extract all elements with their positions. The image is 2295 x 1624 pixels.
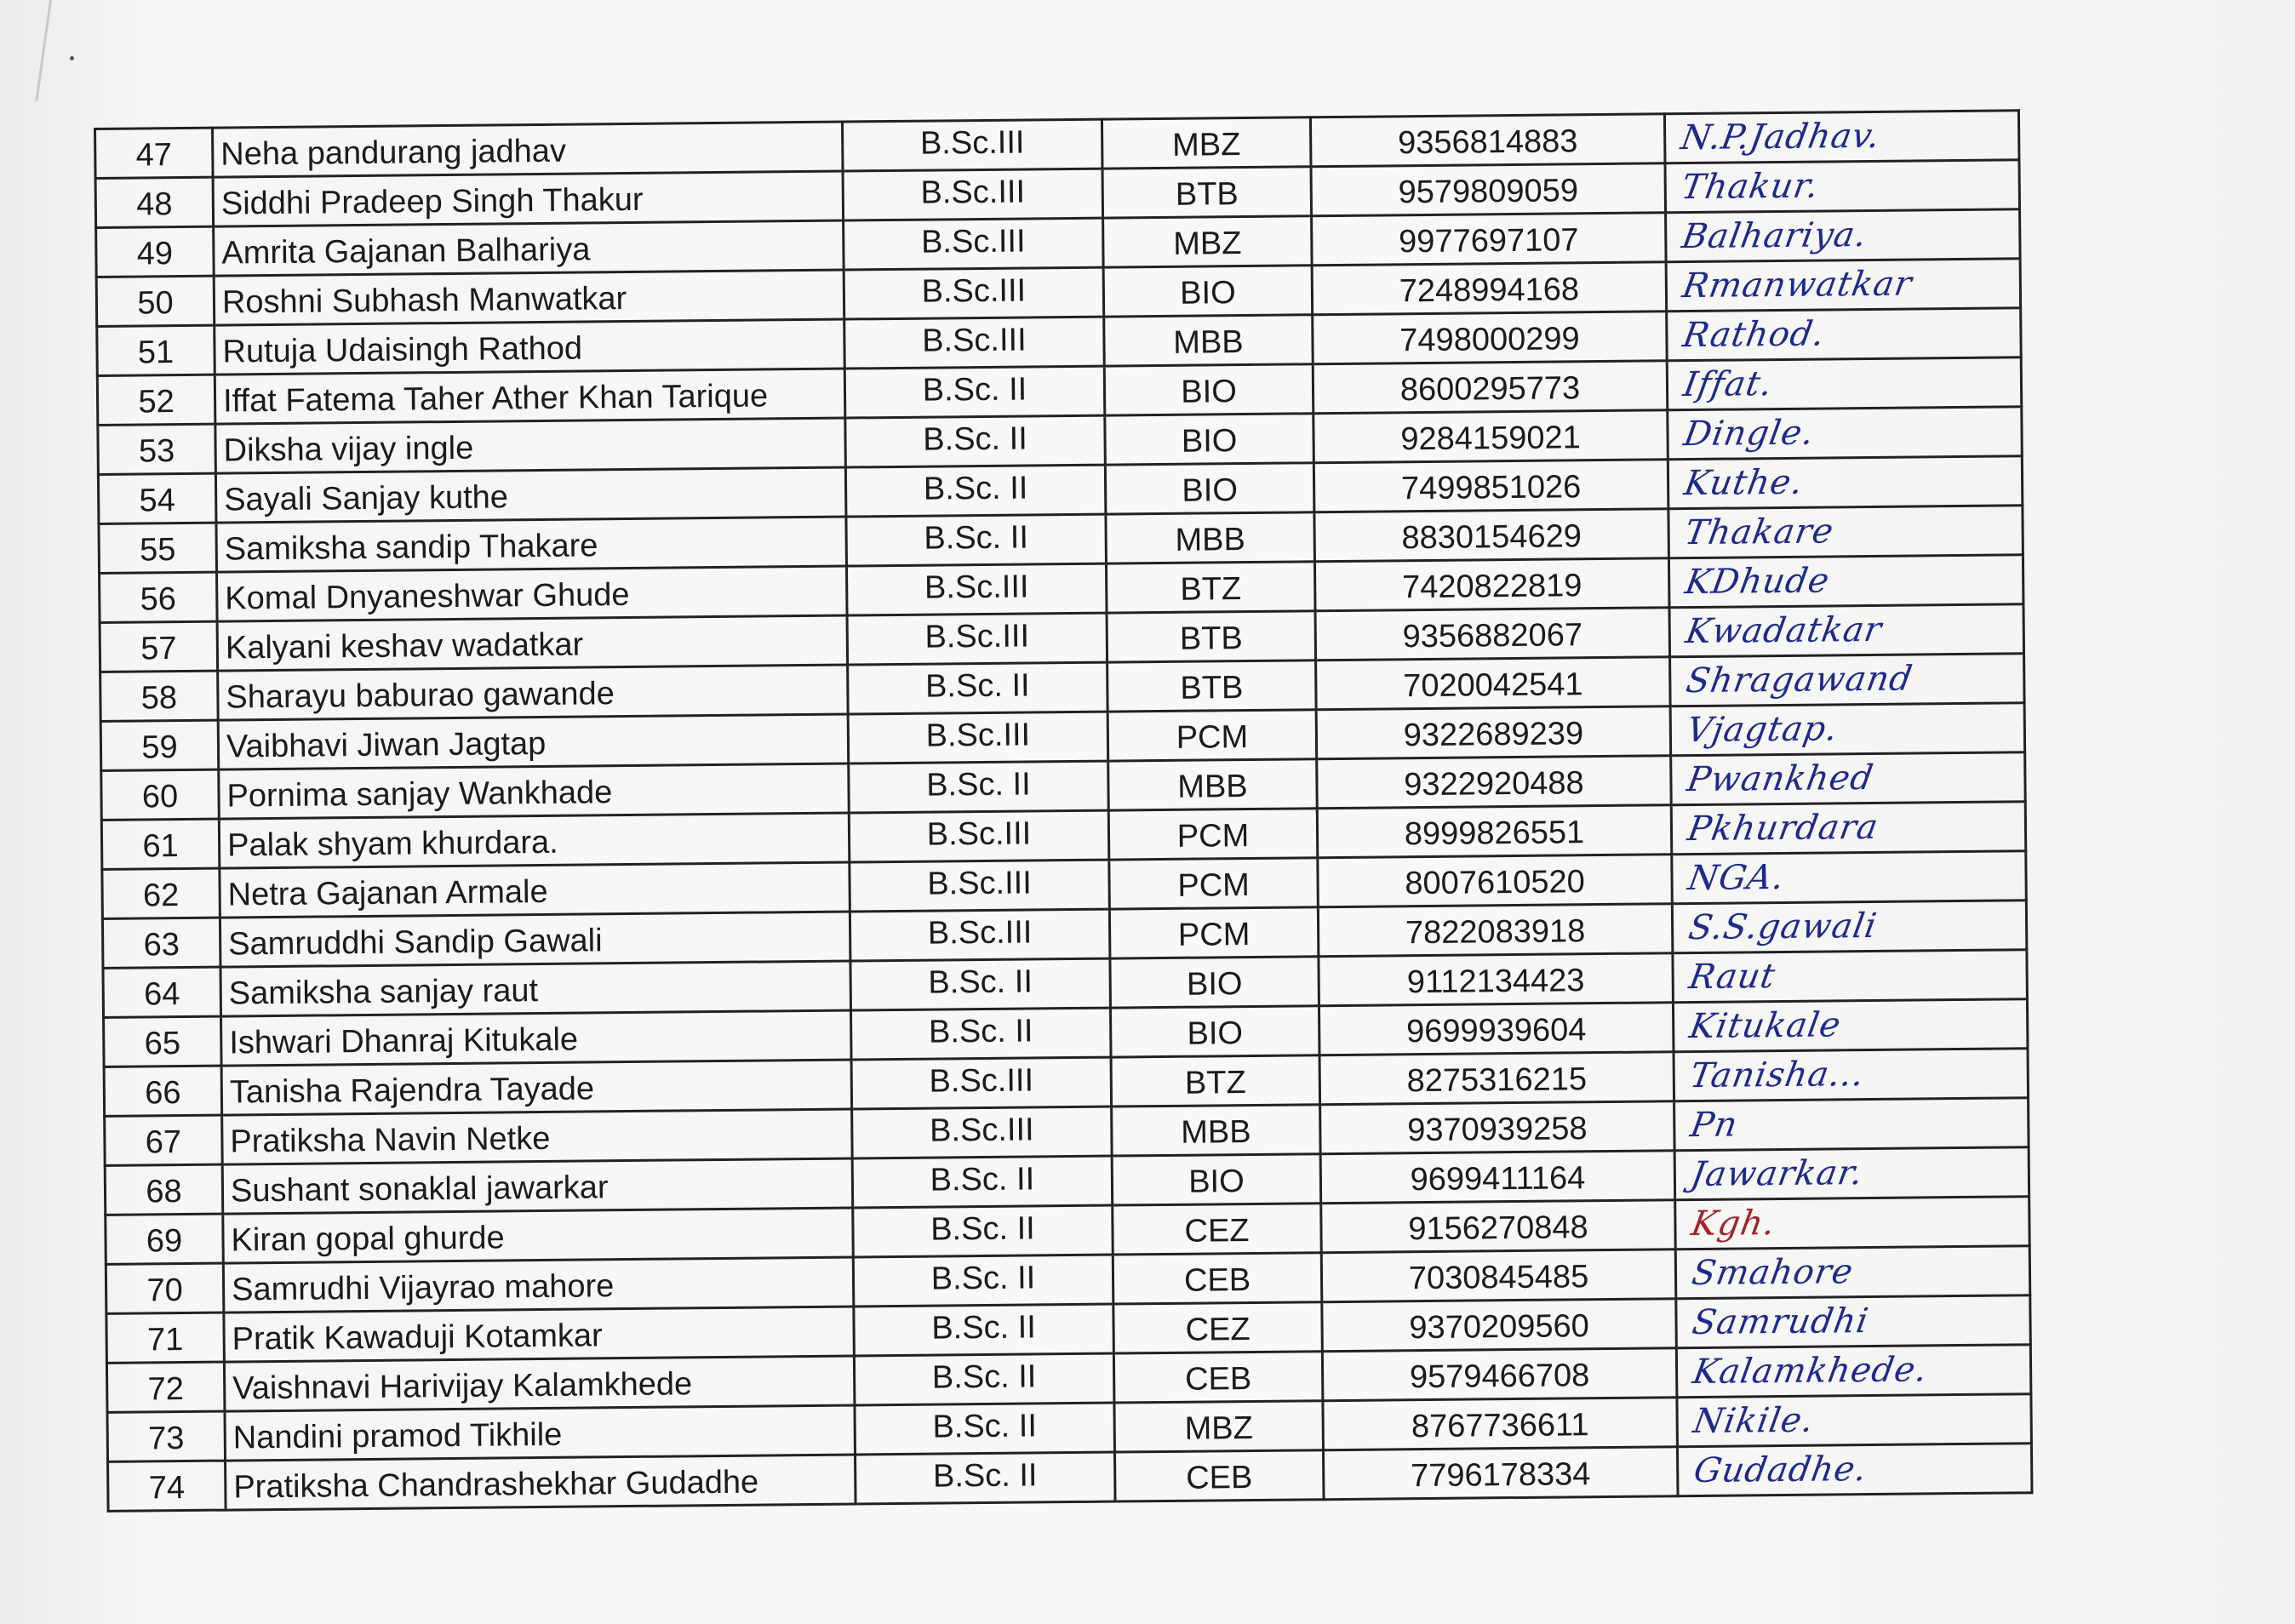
subject-combination: MBB: [1104, 315, 1313, 366]
ink-dot: [70, 56, 74, 60]
serial-number: 48: [95, 177, 214, 227]
class-name: B.Sc. II: [853, 1255, 1113, 1307]
mobile-number: 9370939258: [1320, 1101, 1675, 1154]
serial-number: 59: [100, 720, 219, 770]
handwritten-signature: Tanisha...: [1686, 1055, 1868, 1096]
signature-cell: [1672, 901, 2027, 953]
signature-cell: [1665, 160, 2020, 213]
student-name: Vaibhavi Jiwan Jagtap: [218, 714, 849, 769]
class-name: B.Sc. II: [854, 1304, 1114, 1356]
student-name: Iffat Fatema Taher Ather Khan Tarique: [215, 369, 845, 424]
handwritten-signature: Pkhurdara: [1685, 807, 1882, 849]
mobile-number: 9699939604: [1319, 1003, 1674, 1055]
mobile-number: 9356814883: [1310, 114, 1665, 167]
mobile-number: 7822083918: [1318, 904, 1673, 957]
serial-number: 58: [100, 671, 219, 721]
serial-number: 57: [100, 621, 218, 672]
subject-combination: BTZ: [1106, 562, 1315, 613]
serial-number: 56: [100, 572, 218, 622]
serial-number: 69: [106, 1214, 224, 1264]
handwritten-signature: KDhude: [1682, 561, 1833, 603]
subject-combination: PCM: [1107, 710, 1317, 761]
class-name: B.Sc. II: [856, 1452, 1116, 1504]
mobile-number: 8275316215: [1319, 1052, 1674, 1105]
student-name: Pratiksha Chandrashekhar Gudadhe: [226, 1455, 856, 1510]
student-name: Palak shyam khurdara.: [219, 813, 850, 868]
signature-cell: [1676, 1295, 2031, 1348]
serial-number: 65: [104, 1016, 222, 1066]
serial-number: 71: [106, 1312, 225, 1363]
signature-cell: [1671, 802, 2026, 855]
mobile-number: 7030845485: [1321, 1249, 1676, 1302]
table-body: [95, 111, 2032, 1512]
student-name: Samiksha sandip Thakare: [216, 517, 847, 572]
class-name: B.Sc. II: [848, 662, 1108, 714]
handwritten-signature: Rathod.: [1680, 314, 1829, 356]
subject-combination: BIO: [1110, 1006, 1319, 1057]
handwritten-signature: Vjagtap.: [1684, 709, 1841, 751]
class-name: B.Sc. II: [853, 1205, 1113, 1257]
student-name: Sayali Sanjay kuthe: [215, 467, 846, 523]
class-name: B.Sc. II: [850, 1008, 1111, 1060]
signature-cell: [1676, 1345, 2031, 1398]
mobile-number: 9579809059: [1311, 163, 1666, 216]
signature-cell: [1670, 654, 2025, 706]
class-name: B.Sc.III: [851, 1057, 1112, 1109]
handwritten-signature: Balhariya.: [1679, 214, 1870, 257]
serial-number: 74: [108, 1461, 226, 1511]
subject-combination: MBB: [1112, 1105, 1321, 1156]
mobile-number: 9977697107: [1312, 213, 1667, 266]
student-name: Rutuja Udaisingh Rathod: [215, 319, 845, 375]
subject-combination: BIO: [1103, 266, 1313, 317]
class-name: B.Sc. II: [854, 1353, 1114, 1405]
mobile-number: 8999826551: [1317, 805, 1672, 858]
handwritten-signature: N.P.Jadhav.: [1678, 116, 1884, 158]
student-name: Samruddhi Sandip Gawali: [220, 912, 850, 967]
signature-cell: [1674, 1049, 2029, 1101]
mobile-number: 8830154629: [1314, 509, 1669, 562]
subject-combination: BTB: [1102, 167, 1312, 218]
subject-combination: BIO: [1112, 1154, 1321, 1205]
student-name: Tanisha Rajendra Tayade: [221, 1060, 852, 1115]
class-name: B.Sc.III: [842, 119, 1102, 171]
handwritten-signature: Thakare: [1681, 512, 1837, 553]
student-name: Kiran gopal ghurde: [223, 1208, 854, 1263]
signature-cell: [1668, 506, 2023, 558]
signature-cell: [1666, 209, 2021, 262]
signature-cell: [1677, 1394, 2032, 1447]
serial-number: 54: [98, 473, 216, 523]
handwritten-signature: S.S.gawali: [1685, 906, 1880, 948]
class-name: B.Sc.III: [843, 169, 1103, 220]
student-name: Diksha vijay ingle: [215, 418, 846, 473]
class-name: B.Sc.III: [850, 909, 1110, 961]
class-name: B.Sc. II: [855, 1403, 1115, 1455]
class-name: B.Sc. II: [852, 1156, 1113, 1208]
student-name: Sharayu baburao gawande: [218, 665, 849, 720]
signature-cell: [1667, 308, 2022, 361]
student-name: Sushant sonaklal jawarkar: [222, 1158, 853, 1214]
class-name: B.Sc.III: [846, 563, 1107, 615]
student-name: Siddhi Pradeep Singh Thakur: [213, 171, 844, 226]
handwritten-signature: Kuthe.: [1681, 462, 1806, 504]
mobile-number: 9322920488: [1317, 756, 1672, 809]
handwritten-signature: Kitukale: [1686, 1005, 1845, 1047]
class-name: B.Sc. II: [849, 761, 1109, 813]
subject-combination: MBB: [1106, 512, 1315, 563]
class-name: B.Sc.III: [852, 1106, 1113, 1158]
subject-combination: BTB: [1107, 611, 1316, 662]
signature-cell: [1674, 1147, 2029, 1200]
serial-number: 62: [102, 868, 220, 918]
student-name: Komal Dnyaneshwar Ghude: [217, 566, 848, 621]
subject-combination: MBZ: [1103, 216, 1313, 267]
serial-number: 52: [97, 375, 215, 425]
mobile-number: 9322689239: [1316, 706, 1671, 759]
class-name: B.Sc.III: [844, 218, 1104, 270]
serial-number: 50: [96, 276, 215, 326]
mobile-number: 9156270848: [1321, 1200, 1676, 1253]
signature-cell: [1668, 456, 2023, 509]
serial-number: 72: [106, 1362, 225, 1412]
student-list-table: [94, 109, 2034, 1512]
class-name: B.Sc.III: [850, 860, 1110, 912]
signature-cell: [1673, 999, 2028, 1052]
signature-cell: [1674, 1098, 2029, 1151]
handwritten-signature: Raut: [1685, 957, 1779, 998]
mobile-number: 7020042541: [1316, 657, 1671, 710]
serial-number: 64: [103, 967, 221, 1017]
signature-cell: [1669, 604, 2024, 657]
signature-cell: [1675, 1197, 2030, 1249]
subject-combination: MBB: [1108, 759, 1318, 810]
mobile-number: 8600295773: [1313, 361, 1668, 414]
subject-combination: BTZ: [1111, 1055, 1320, 1106]
handwritten-signature: Pwankhed: [1684, 758, 1877, 800]
class-name: B.Sc.III: [844, 267, 1104, 319]
class-name: B.Sc.III: [844, 317, 1105, 369]
serial-number: 68: [105, 1164, 223, 1215]
mobile-number: 7498000299: [1313, 312, 1668, 364]
handwritten-signature: Iffat.: [1680, 364, 1776, 405]
serial-number: 55: [99, 523, 217, 573]
subject-combination: BTB: [1107, 660, 1317, 712]
subject-combination: CEB: [1113, 1352, 1323, 1403]
class-name: B.Sc.III: [847, 613, 1107, 665]
subject-combination: PCM: [1109, 858, 1319, 909]
class-name: B.Sc. II: [845, 415, 1106, 467]
signature-cell: [1677, 1444, 2032, 1496]
handwritten-signature: NGA.: [1685, 857, 1788, 899]
student-name: Kalyani keshav wadatkar: [217, 615, 848, 671]
mobile-number: 7796178334: [1323, 1447, 1678, 1500]
serial-number: 66: [104, 1066, 222, 1116]
student-name: Vaishnavi Harivijay Kalamkhede: [224, 1356, 855, 1411]
mobile-number: 7420822819: [1314, 558, 1669, 611]
handwritten-signature: Jawarkar.: [1688, 1153, 1867, 1195]
student-name: Netra Gajanan Armale: [220, 862, 850, 918]
serial-number: 51: [97, 325, 215, 375]
signature-cell: [1671, 752, 2026, 805]
mobile-number: 9112134423: [1319, 953, 1674, 1006]
subject-combination: BIO: [1105, 414, 1314, 465]
class-name: B.Sc.III: [848, 712, 1108, 763]
handwritten-signature: Thakur.: [1678, 166, 1823, 208]
signature-cell: [1672, 851, 2027, 904]
serial-number: 53: [98, 424, 216, 474]
student-name: Samiksha sanjay raut: [220, 961, 851, 1016]
signature-cell: [1666, 259, 2021, 312]
subject-combination: MBZ: [1114, 1401, 1324, 1452]
serial-number: 70: [106, 1263, 224, 1313]
mobile-number: 9284159021: [1313, 410, 1668, 463]
signature-cell: [1668, 555, 2023, 608]
serial-number: 47: [95, 128, 214, 178]
handwritten-signature: Rmanwatkar: [1680, 264, 1915, 306]
mobile-number: 9699411164: [1320, 1151, 1675, 1204]
serial-number: 61: [101, 819, 220, 869]
student-name: Amrita Gajanan Balhariya: [214, 220, 844, 276]
signature-cell: [1664, 111, 2019, 163]
mobile-number: 9579466708: [1322, 1348, 1677, 1401]
signature-cell: [1673, 950, 2028, 1003]
class-name: B.Sc. II: [846, 514, 1107, 566]
handwritten-signature: Kalamkhede.: [1690, 1350, 1931, 1392]
signature-cell: [1667, 357, 2022, 410]
mobile-number: 9370209560: [1322, 1299, 1677, 1352]
mobile-number: 7499851026: [1313, 460, 1668, 512]
subject-combination: PCM: [1109, 907, 1319, 958]
mobile-number: 8767736611: [1323, 1398, 1678, 1450]
subject-combination: BIO: [1104, 364, 1313, 415]
student-name: Samrudhi Vijayrao mahore: [223, 1257, 854, 1312]
class-name: B.Sc. II: [850, 958, 1111, 1010]
student-name: Pratik Kawaduji Kotamkar: [224, 1307, 855, 1362]
handwritten-signature: Pn: [1687, 1105, 1741, 1146]
subject-combination: CEB: [1113, 1253, 1322, 1304]
subject-combination: BIO: [1105, 463, 1314, 514]
serial-number: 49: [96, 226, 215, 277]
serial-number: 73: [107, 1411, 226, 1461]
serial-number: 63: [102, 918, 220, 968]
subject-combination: CEZ: [1113, 1302, 1323, 1353]
handwritten-signature: Shragawand: [1683, 659, 1916, 701]
handwritten-signature: Smahore: [1689, 1252, 1857, 1294]
signature-cell: [1668, 407, 2023, 460]
signature-cell: [1670, 703, 2025, 756]
handwritten-signature: Nikile.: [1690, 1400, 1817, 1442]
subject-combination: PCM: [1108, 809, 1318, 860]
student-name: Nandini pramod Tikhile: [225, 1405, 856, 1461]
student-name: Neha pandurang jadhav: [213, 122, 844, 177]
mobile-number: 7248994168: [1312, 262, 1667, 315]
handwritten-signature: Kgh.: [1688, 1204, 1779, 1244]
subject-combination: CEB: [1114, 1450, 1324, 1501]
serial-number: 67: [105, 1115, 223, 1165]
student-name: Pratiksha Navin Netke: [222, 1109, 853, 1164]
student-name: Roshni Subhash Manwatkar: [214, 270, 844, 325]
handwritten-signature: Kwadatkar: [1682, 609, 1886, 652]
handwritten-signature: Samrudhi: [1689, 1301, 1872, 1343]
handwritten-signature: Dingle.: [1680, 413, 1817, 455]
student-name: Ishwari Dhanraj Kitukale: [221, 1010, 852, 1066]
margin-line: [35, 0, 52, 101]
class-name: B.Sc. II: [845, 465, 1106, 517]
mobile-number: 8007610520: [1318, 855, 1673, 907]
class-name: B.Sc.III: [849, 810, 1109, 862]
handwritten-signature: Gudadhe.: [1691, 1450, 1870, 1491]
signature-cell: [1675, 1246, 2030, 1299]
mobile-number: 9356882067: [1315, 608, 1670, 660]
attendance-sheet: [94, 109, 2031, 1512]
subject-combination: CEZ: [1113, 1204, 1322, 1255]
subject-combination: MBZ: [1102, 117, 1311, 169]
class-name: B.Sc. II: [844, 366, 1105, 418]
subject-combination: BIO: [1110, 957, 1319, 1008]
student-name: Pornima sanjay Wankhade: [219, 763, 850, 819]
serial-number: 60: [101, 769, 220, 820]
